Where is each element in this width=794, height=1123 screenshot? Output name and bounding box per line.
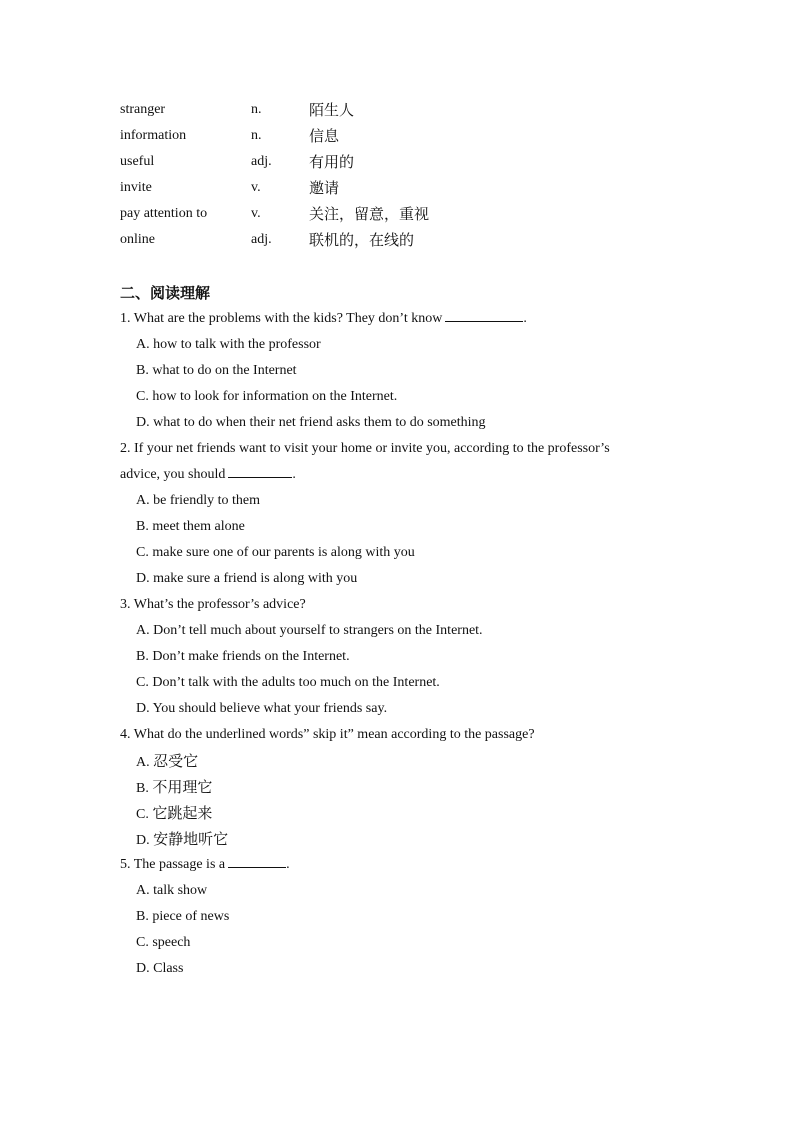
stem-end: . (523, 311, 527, 326)
answer-option: C. make sure one of our parents is along with you (136, 545, 415, 560)
vocab-row (120, 175, 680, 201)
question-list (120, 306, 680, 982)
option-letter: A. (136, 755, 154, 770)
vocab-pos: adj. (251, 232, 272, 247)
vocab-word: stranger (120, 102, 166, 117)
answer-option: D. Class (136, 961, 184, 976)
vocab-row (120, 201, 680, 227)
vocab-word: online (120, 232, 155, 247)
vocab-pos: adj. (251, 154, 272, 169)
vocab-row (120, 227, 680, 253)
vocab-meaning: 陌生人 (309, 101, 355, 119)
vocabulary-list (120, 97, 680, 253)
answer-option: D. You should believe what your friends say. (136, 701, 388, 716)
answer-option: C. Don’t talk with the adults too much on the Internet. (136, 675, 440, 690)
vocab-pos: n. (251, 102, 262, 117)
option-text: 安静地听它 (153, 830, 229, 848)
option-text: 它跳起来 (152, 804, 213, 822)
vocab-word: useful (120, 154, 155, 169)
question-stem: 2. If your net friends want to visit your home or invite you, according to the professor’s (120, 441, 610, 456)
vocab-meaning: 联机的，在线的 (309, 231, 415, 249)
section-title: 二、阅读理解 (120, 284, 211, 302)
vocab-meaning: 邀请 (309, 179, 340, 197)
vocab-row (120, 97, 680, 123)
answer-option: A. be friendly to them (136, 493, 261, 508)
option-letter: D. (136, 833, 154, 848)
answer-option: B. Don’t make friends on the Internet. (136, 649, 350, 664)
answer-option: D. what to do when their net friend asks them to do something (136, 415, 486, 430)
vocab-pos: n. (251, 128, 262, 143)
question-text: advice, you should (120, 467, 226, 482)
vocab-meaning: 信息 (309, 127, 340, 145)
answer-option (120, 774, 680, 800)
vocab-word: invite (120, 180, 152, 195)
answer-option (120, 826, 680, 852)
option-letter: B. (136, 781, 153, 796)
vocab-word: information (120, 128, 187, 143)
stem-end: . (286, 857, 290, 872)
answer-blank[interactable] (228, 852, 286, 868)
answer-option (120, 748, 680, 774)
question-stem: 3. What’s the professor’s advice? (120, 597, 306, 612)
answer-option: D. make sure a friend is along with you (136, 571, 358, 586)
option-text: 不用理它 (152, 778, 213, 796)
answer-option: C. how to look for information on the Internet. (136, 389, 398, 404)
answer-option: C. speech (136, 935, 191, 950)
answer-option: B. piece of news (136, 909, 230, 924)
vocab-pos: v. (251, 180, 261, 195)
answer-blank[interactable] (445, 306, 523, 322)
answer-option: A. how to talk with the professor (136, 337, 321, 352)
answer-blank[interactable] (228, 462, 292, 478)
answer-option (120, 800, 680, 826)
answer-option: A. Don’t tell much about yourself to strangers on the Internet. (136, 623, 483, 638)
question-stem (120, 852, 680, 878)
question-stem: 4. What do the underlined words” skip it” mean according to the passage? (120, 727, 535, 742)
question-stem-continued (120, 462, 680, 488)
option-letter: C. (136, 807, 153, 822)
question-stem (120, 306, 680, 332)
answer-option: A. talk show (136, 883, 208, 898)
vocab-row (120, 123, 680, 149)
vocab-meaning: 关注，留意，重视 (309, 205, 430, 223)
answer-option: B. meet them alone (136, 519, 245, 534)
stem-end: . (292, 467, 296, 482)
question-text: 1. What are the problems with the kids? They don’t know (120, 311, 443, 326)
vocab-pos: v. (251, 206, 261, 221)
option-text: 忍受它 (153, 752, 199, 770)
vocab-row (120, 149, 680, 175)
vocab-word: pay attention to (120, 206, 208, 221)
answer-option: B. what to do on the Internet (136, 363, 297, 378)
vocab-meaning: 有用的 (309, 153, 355, 171)
question-text: 5. The passage is a (120, 857, 226, 872)
